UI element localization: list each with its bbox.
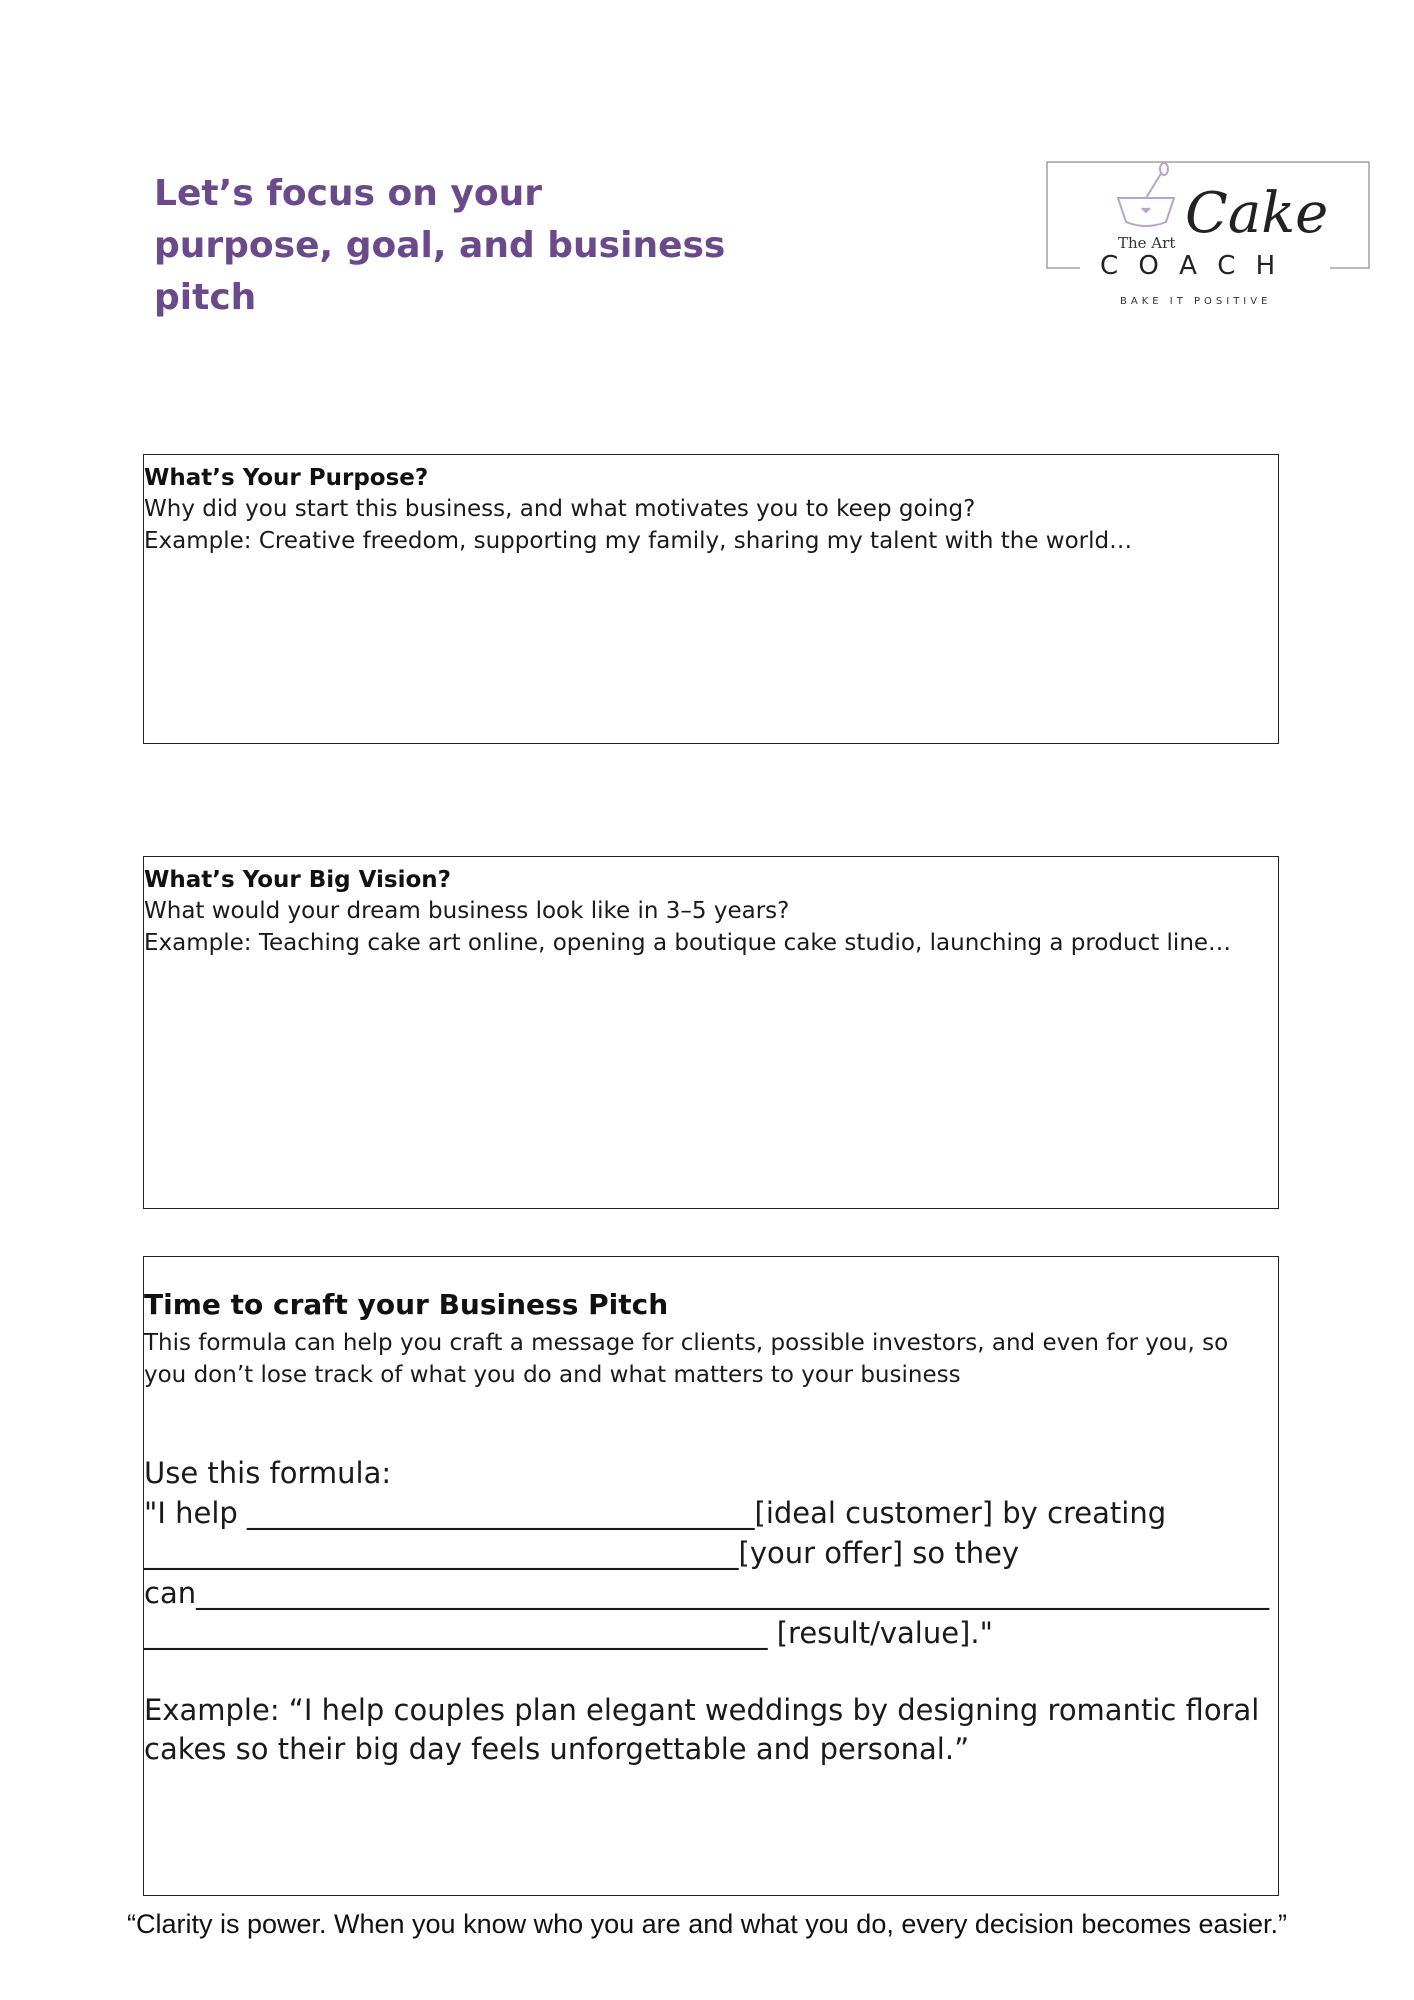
- brand-logo: [1040, 160, 1370, 310]
- logo-the-art: The Art: [1118, 234, 1176, 252]
- pitch-example: [144, 1691, 1278, 1769]
- pitch-example-line: Example: “I help couples plan elegant weddings by designing romantic floral: [144, 1693, 1260, 1727]
- pitch-heading: Time to craft your Business Pitch: [144, 1288, 669, 1321]
- vision-heading: What’s Your Big Vision?: [144, 867, 452, 893]
- title-line: purpose, goal, and business: [154, 225, 726, 266]
- purpose-heading: What’s Your Purpose?: [144, 465, 429, 491]
- mixing-bowl-icon: [1118, 163, 1174, 226]
- formula-blank-line[interactable]: "I help ___________________________________[ideal customer] by creating: [144, 1496, 1167, 1530]
- logo-cake: Cake: [1185, 181, 1329, 246]
- footer-quote: “Clarity is power. When you know who you are and what you do, every decision becomes easier.”: [126, 1909, 1288, 1939]
- page-title: [154, 168, 754, 324]
- pitch-example-line: cakes so their big day feels unforgettable and personal.”: [144, 1732, 970, 1766]
- formula-blank-line[interactable]: can__________________________________________________________________________: [144, 1576, 1270, 1610]
- formula-label: Use this formula:: [144, 1456, 392, 1490]
- logo-coach: C O A C H: [1100, 251, 1282, 281]
- pitch-intro-line: you don’t lose track of what you do and what matters to your business: [144, 1362, 961, 1388]
- purpose-question: Why did you start this business, and what motivates you to keep going?: [144, 496, 976, 522]
- formula-blank-line[interactable]: _________________________________________[your offer] so they: [144, 1536, 1020, 1570]
- pitch-box[interactable]: [143, 1256, 1279, 1896]
- purpose-example: Example: Creative freedom, supporting my family, sharing my talent with the world…: [144, 528, 1133, 554]
- purpose-box[interactable]: [143, 454, 1279, 744]
- vision-question: What would your dream business look like in 3–5 years?: [144, 898, 790, 924]
- brand-logo-art: [1040, 160, 1370, 310]
- vision-box[interactable]: [143, 856, 1279, 1209]
- pitch-formula: [144, 1453, 1278, 1653]
- logo-tagline: BAKE IT POSITIVE: [1120, 296, 1272, 307]
- title-line: Let’s focus on your: [154, 173, 543, 214]
- formula-blank-line[interactable]: ___________________________________________ [result/value].": [144, 1616, 993, 1650]
- title-line: pitch: [154, 277, 257, 318]
- pitch-intro-line: This formula can help you craft a message for clients, possible investors, and even for you, so: [144, 1330, 1229, 1356]
- vision-example: Example: Teaching cake art online, opening a boutique cake studio, launching a product line…: [144, 930, 1232, 956]
